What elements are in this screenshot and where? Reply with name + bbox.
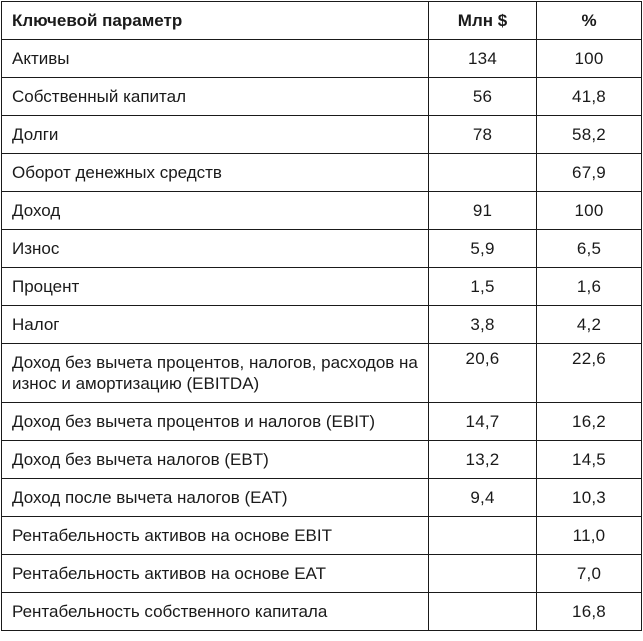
table-row [2, 192, 642, 230]
row-pct: 16,2 [537, 403, 642, 441]
row-mln [429, 517, 537, 555]
table-row [2, 479, 642, 517]
table-row [2, 268, 642, 306]
row-mln: 20,6 [429, 344, 537, 403]
table-row [2, 78, 642, 116]
key-parameters-table [1, 1, 642, 631]
row-mln: 13,2 [429, 441, 537, 479]
row-param: Доход без вычета налогов (EBT) [2, 441, 429, 479]
header-mln: Млн $ [429, 2, 537, 40]
table-row [2, 306, 642, 344]
row-mln [429, 154, 537, 192]
row-param: Налог [2, 306, 429, 344]
table-row [2, 441, 642, 479]
row-param: Доход без вычета процентов, налогов, расходов на износ и амортизацию (EBITDA) [2, 344, 429, 403]
row-mln: 5,9 [429, 230, 537, 268]
row-mln: 9,4 [429, 479, 537, 517]
table-row [2, 40, 642, 78]
row-param: Доход без вычета процентов и налогов (EBIT) [2, 403, 429, 441]
row-param: Оборот денежных средств [2, 154, 429, 192]
table-row [2, 154, 642, 192]
row-param: Активы [2, 40, 429, 78]
row-param: Доход после вычета налогов (EAT) [2, 479, 429, 517]
row-param: Рентабельность активов на основе EAT [2, 555, 429, 593]
row-param: Процент [2, 268, 429, 306]
row-pct: 4,2 [537, 306, 642, 344]
row-pct: 67,9 [537, 154, 642, 192]
row-param: Износ [2, 230, 429, 268]
row-pct: 100 [537, 40, 642, 78]
table-row [2, 593, 642, 631]
table-row [2, 403, 642, 441]
header-row [2, 2, 642, 40]
row-param: Собственный капитал [2, 78, 429, 116]
table-row [2, 555, 642, 593]
row-pct: 1,6 [537, 268, 642, 306]
row-pct: 58,2 [537, 116, 642, 154]
row-mln: 56 [429, 78, 537, 116]
row-param: Долги [2, 116, 429, 154]
row-pct: 22,6 [537, 344, 642, 403]
row-mln [429, 555, 537, 593]
row-param: Рентабельность собственного капитала [2, 593, 429, 631]
row-mln [429, 593, 537, 631]
header-param: Ключевой параметр [2, 2, 429, 40]
row-pct: 6,5 [537, 230, 642, 268]
table-row [2, 230, 642, 268]
table-row [2, 116, 642, 154]
row-param: Доход [2, 192, 429, 230]
row-mln: 14,7 [429, 403, 537, 441]
row-mln: 1,5 [429, 268, 537, 306]
row-mln: 78 [429, 116, 537, 154]
row-pct: 10,3 [537, 479, 642, 517]
row-pct: 14,5 [537, 441, 642, 479]
row-param: Рентабельность активов на основе EBIT [2, 517, 429, 555]
row-pct: 11,0 [537, 517, 642, 555]
table-row [2, 344, 642, 403]
row-mln: 134 [429, 40, 537, 78]
row-pct: 16,8 [537, 593, 642, 631]
table-row [2, 517, 642, 555]
row-pct: 7,0 [537, 555, 642, 593]
row-mln: 91 [429, 192, 537, 230]
header-pct: % [537, 2, 642, 40]
row-pct: 41,8 [537, 78, 642, 116]
row-mln: 3,8 [429, 306, 537, 344]
row-pct: 100 [537, 192, 642, 230]
